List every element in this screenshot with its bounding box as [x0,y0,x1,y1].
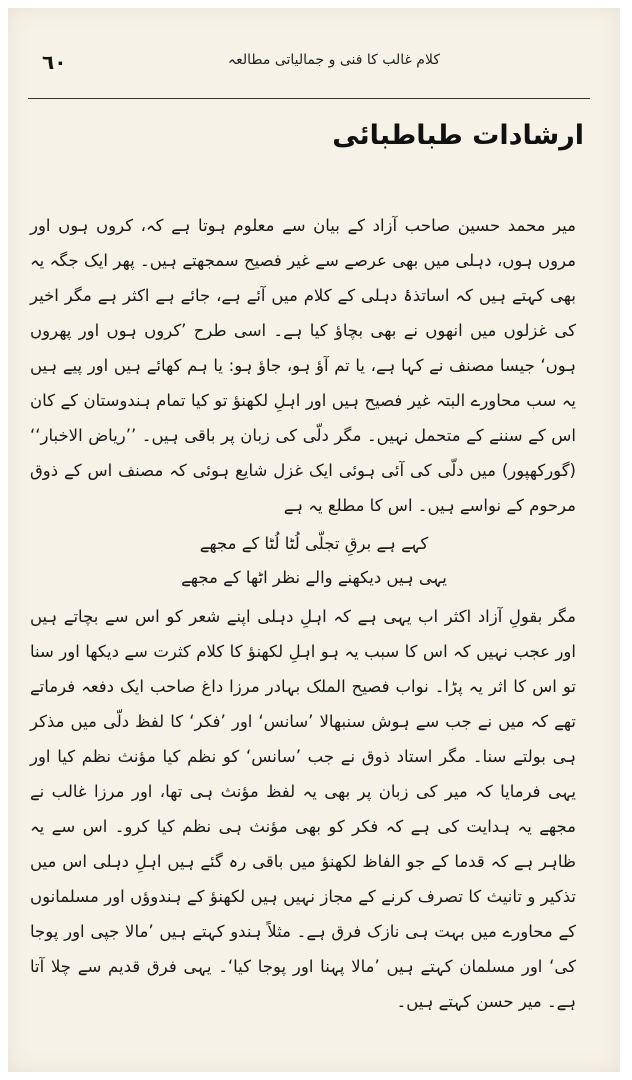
couplet [30,527,598,595]
running-title: کلام غالب کا فنی و جمالیاتی مطالعہ [227,52,440,68]
couplet-line: کہے ہے برقِ تجلّی لُٹا لُٹا کے مجھے [199,534,429,553]
paragraph: میر محمد حسین صاحب آزاد کے بیان سے معلوم ہوتا ہے کہ، کروں ہوں اور مروں ہوں، دہلی میں بھی عرصے سے غیر فصیح سمجھتے ہیں۔ پھر ایک جگہ یہ بھی کہتے ہیں کہ اساتذۂ دہلی کے کلام میں آئے ہے، جائے ہے اکثر ہے مگر اخیر کی غزلوں میں انھوں نے بھی بچاؤ کیا ہے۔ اسی طرح ’کروں ہوں اور پھروں ہوں‘ جیسا مصنف نے کہا ہے، یا تم آؤ ہو، جاؤ ہو: یا ہم کھائے ہیں اور پیے ہیں یہ سب محاورے البتہ غیر فصیح ہیں اور اہلِ لکھنؤ تو کیا تمام ہندوستان کے کان اس کے سننے کے متحمل نہیں۔ مگر دلّی کی زبان پر باقی ہیں۔ ’’ریاض الاخبار‘‘ (گورکھپور) میں دلّی کی آئی ہوئی ایک غزل شایع ہوئی کہ مصنف اس کے ذوق مرحوم کے نواسے ہیں۔ اس کا مطلع یہ ہے [30,216,576,515]
paragraph: مگر بقولِ آزاد اکثر اب یہی ہے کہ اہلِ دہلی اپنے شعر کو اس سے بچاتے ہیں اور عجب نہیں کہ اس کا سبب یہ ہو اہلِ لکھنؤ کا کلام کثرت سے دیکھا اور سنا تو اس کا اثر یہ پڑا۔ نواب فصیح الملک بہادر مرزا داغ صاحب ایک دفعہ فرماتے تھے کہ میں نے جب سے ہوش سنبھالا ’سانس‘ اور ’فکر‘ کا لفظ دلّی میں مذکر ہی بولتے سنا۔ مگر استاد ذوق نے جب ’سانس‘ کو نظم کیا مؤنث نظم کیا اور یہی فرمایا کہ میر کی زبان پر بھی یہ لفظ مؤنث ہی تھا، اور مرزا غالب نے مجھے یہ ہدایت کی ہے کہ فکر کو بھی مؤنث ہی نظم کیا کرو۔ اس سے یہ ظاہر ہے کہ قدما کے جو الفاظ لکھنؤ میں باقی رہ گئے ہیں اہلِ دہلی اس میں تذکیر و تانیث کا تصرف کرنے کے مجاز نہیں ہیں لکھنؤ کے ہندوؤں اور مسلمانوں کے محاورے میں بہت ہی نازک فرق ہے۔ مثلاً ہندو کہتے ہیں ’مالا جپی اور پوجا کی‘ اور مسلمان کہتے ہیں ’مالا پہنا اور پوجا کیا‘۔ یہی فرق قدیم سے چلا آتا ہے۔ میر حسن کہتے ہیں۔ [30,607,576,1011]
book-page [8,8,620,1072]
page-header [28,50,590,90]
couplet-line: یہی ہیں دیکھنے والے نظر اٹھا کے مجھے [181,568,447,587]
page-number: ٦٠ [42,50,67,74]
section-heading: ارشادات طباطبائی [332,120,584,151]
header-divider [28,98,590,99]
body-text [30,208,598,1019]
